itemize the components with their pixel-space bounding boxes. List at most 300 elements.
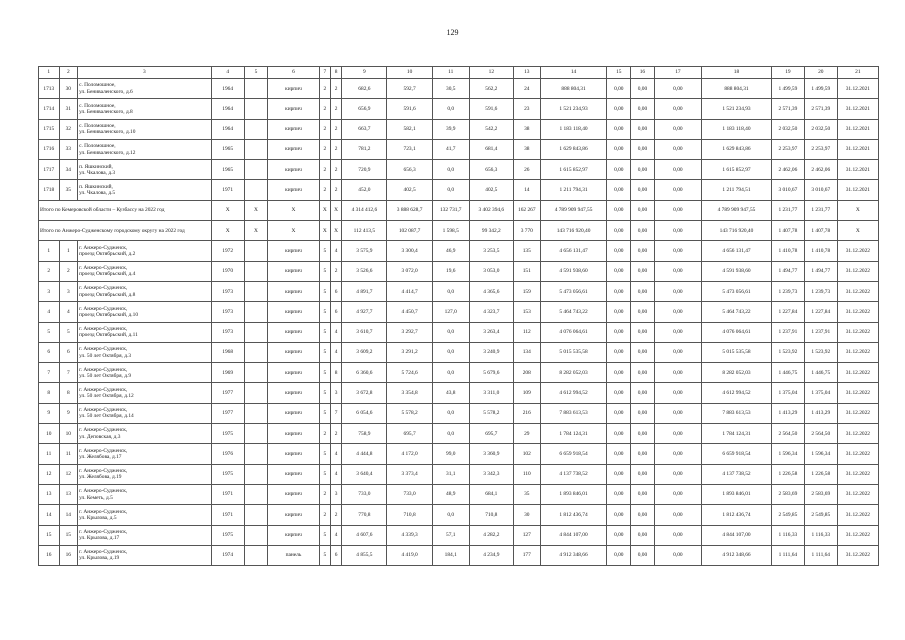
- table-cell: кирпич: [268, 525, 319, 545]
- table-cell: 112 413,5: [342, 221, 387, 241]
- table-cell: кирпич: [268, 79, 319, 99]
- table-cell: 5: [319, 383, 330, 403]
- table-cell: 4 656 131,47: [540, 241, 607, 261]
- table-cell: 723,1: [387, 139, 432, 159]
- table-cell: 12: [39, 464, 60, 484]
- table-cell: 1 226,58: [804, 464, 837, 484]
- table-cell: 151: [513, 261, 540, 281]
- table-cell: 4 855,5: [342, 545, 387, 565]
- table-cell: 2: [39, 261, 60, 281]
- table-cell: 0,00: [607, 261, 631, 281]
- table-cell: 4 789 909 947,55: [702, 200, 772, 220]
- table-cell: 4 844 107,00: [702, 525, 772, 545]
- table-cell: 34: [59, 160, 78, 180]
- table-cell: 2: [319, 119, 330, 139]
- table-cell: 1 231,77: [804, 200, 837, 220]
- address-cell: г. Анжеро-Судженск, ул. Желябова, д.17: [78, 444, 212, 464]
- table-cell: 0,0: [432, 424, 469, 444]
- table-cell: 57,1: [432, 525, 469, 545]
- table-cell: 4: [59, 302, 78, 322]
- table-cell: 656,3: [387, 160, 432, 180]
- table-cell: 1 629 843,86: [540, 139, 607, 159]
- table-cell: 0,00: [654, 525, 701, 545]
- table-cell: 1717: [39, 160, 60, 180]
- table-cell: 5 464 743,22: [540, 302, 607, 322]
- table-cell: 0,00: [631, 484, 655, 504]
- table-cell: 112: [513, 322, 540, 342]
- table-cell: 4 282,2: [469, 525, 513, 545]
- table-row: [39, 241, 879, 261]
- table-cell: 2 549,85: [771, 505, 804, 525]
- table-cell: 0,00: [607, 484, 631, 504]
- table-cell: 31.12.2022: [837, 505, 878, 525]
- table-cell: 0,00: [607, 221, 631, 241]
- table-cell: 31.12.2021: [837, 180, 878, 200]
- table-cell: 0,00: [654, 424, 701, 444]
- table-cell: 0,00: [654, 322, 701, 342]
- table-cell: 1 523,92: [771, 342, 804, 362]
- column-number: 15: [607, 67, 631, 79]
- table-cell: 0,0: [432, 342, 469, 362]
- table-cell: 1 407,78: [771, 221, 804, 241]
- table-cell: 2: [319, 99, 330, 119]
- table-cell: 1 116,33: [771, 525, 804, 545]
- table-cell: 31.12.2022: [837, 444, 878, 464]
- table-cell: 0,00: [631, 363, 655, 383]
- address-cell: п. Яшкинский, ул. Чкалова, д.3: [78, 160, 212, 180]
- table-cell: 31.12.2022: [837, 302, 878, 322]
- table-cell: 134: [513, 342, 540, 362]
- table-row: [39, 139, 879, 159]
- address-cell: г. Анжеро-Судженск, ул. Кеметь, д.5: [78, 484, 212, 504]
- table-cell: кирпич: [268, 160, 319, 180]
- table-row: [39, 119, 879, 139]
- table-cell: 0,00: [654, 302, 701, 322]
- table-cell: 710,8: [387, 505, 432, 525]
- table-cell: X: [244, 221, 268, 241]
- table-cell: 682,6: [342, 79, 387, 99]
- table-cell: [244, 302, 268, 322]
- table-cell: X: [837, 221, 878, 241]
- table-cell: 542,2: [469, 119, 513, 139]
- table-cell: 0,00: [654, 342, 701, 362]
- address-cell: г. Анжеро-Судженск, ул. 50 лет Октября, д.14: [78, 403, 212, 423]
- table-cell: кирпич: [268, 444, 319, 464]
- table-cell: 0,00: [654, 160, 701, 180]
- table-cell: 177: [513, 545, 540, 565]
- table-cell: 2 032,50: [771, 119, 804, 139]
- table-cell: 0,00: [631, 403, 655, 423]
- table-cell: 0,00: [607, 505, 631, 525]
- table-cell: 1 596,34: [804, 444, 837, 464]
- table-cell: X: [837, 200, 878, 220]
- table-cell: 5 473 056,61: [540, 281, 607, 301]
- table-cell: 1964: [211, 79, 244, 99]
- table-cell: 4 414,7: [387, 281, 432, 301]
- address-cell: с. Поломошное, ул. Бениваленского, д.12: [78, 139, 212, 159]
- table-cell: 1 893 846,01: [540, 484, 607, 504]
- table-cell: 4 891,7: [342, 281, 387, 301]
- table-cell: 0,00: [607, 525, 631, 545]
- table-cell: 4 612 994,52: [702, 383, 772, 403]
- table-cell: 5: [319, 403, 330, 423]
- total-row: [39, 221, 879, 241]
- table-cell: 1970: [211, 261, 244, 281]
- table-cell: 5: [319, 302, 330, 322]
- table-cell: 0,00: [607, 160, 631, 180]
- table-cell: 41,7: [432, 139, 469, 159]
- table-cell: 1: [59, 241, 78, 261]
- table-cell: 681,4: [469, 139, 513, 159]
- table-cell: 3 240,9: [469, 342, 513, 362]
- table-cell: 4 591 938,60: [540, 261, 607, 281]
- table-cell: 2: [59, 261, 78, 281]
- column-number: 1: [39, 67, 60, 79]
- table-cell: 99,0: [432, 444, 469, 464]
- table-cell: 102 087,7: [387, 221, 432, 241]
- table-cell: 0,00: [607, 464, 631, 484]
- column-number: 3: [78, 67, 212, 79]
- table-cell: 1 521 234,93: [540, 99, 607, 119]
- table-cell: 1964: [211, 99, 244, 119]
- table-cell: 1718: [39, 180, 60, 200]
- table-cell: 0,00: [654, 200, 701, 220]
- table-cell: 2: [319, 484, 330, 504]
- table-cell: [244, 363, 268, 383]
- table-cell: 5: [59, 322, 78, 342]
- table-cell: кирпич: [268, 505, 319, 525]
- table-cell: 6 054,6: [342, 403, 387, 423]
- table-cell: 1 410,78: [804, 241, 837, 261]
- column-number: 9: [342, 67, 387, 79]
- table-cell: 1 375,04: [771, 383, 804, 403]
- table-cell: 0,00: [654, 484, 701, 504]
- table-cell: 4: [39, 302, 60, 322]
- table-cell: 0,0: [432, 160, 469, 180]
- table-row: [39, 322, 879, 342]
- table-cell: 1964: [211, 119, 244, 139]
- table-cell: 31: [59, 99, 78, 119]
- table-cell: 10: [39, 424, 60, 444]
- table-row: [39, 525, 879, 545]
- table-row: [39, 281, 879, 301]
- table-cell: 1977: [211, 403, 244, 423]
- total-label: Итого по Кемеровской области – Кузбассу на 2022 год: [39, 200, 212, 220]
- table-cell: 2 032,50: [804, 119, 837, 139]
- table-cell: 2: [319, 424, 330, 444]
- table-cell: [244, 261, 268, 281]
- table-cell: 6: [330, 545, 341, 565]
- table-cell: 1977: [211, 383, 244, 403]
- table-cell: 1 629 843,86: [702, 139, 772, 159]
- table-cell: 2: [330, 79, 341, 99]
- table-cell: 14: [513, 180, 540, 200]
- table-cell: 3 010,67: [771, 180, 804, 200]
- address-cell: г. Анжеро-Судженск, ул. 50 лет Октября, д.3: [78, 342, 212, 362]
- table-cell: 3 010,67: [804, 180, 837, 200]
- table-cell: 1972: [211, 241, 244, 261]
- table-cell: 4 076 064,61: [540, 322, 607, 342]
- table-cell: 1976: [211, 444, 244, 464]
- table-cell: кирпич: [268, 342, 319, 362]
- address-cell: г. Анжеро-Судженск, ул. Крылова, д.19: [78, 545, 212, 565]
- table-cell: 5 578,2: [469, 403, 513, 423]
- table-cell: 7 883 613,53: [702, 403, 772, 423]
- table-cell: 720,9: [342, 160, 387, 180]
- table-cell: 0,00: [631, 545, 655, 565]
- table-cell: 31.12.2022: [837, 383, 878, 403]
- column-number: 5: [244, 67, 268, 79]
- table-cell: 0,00: [631, 241, 655, 261]
- table-cell: 3 526,6: [342, 261, 387, 281]
- table-cell: 0,00: [654, 444, 701, 464]
- table-row: [39, 302, 879, 322]
- table-cell: 39,9: [432, 119, 469, 139]
- table-cell: 4: [330, 525, 341, 545]
- address-cell: г. Анжеро-Судженск, проезд Октябрьский, д.4: [78, 261, 212, 281]
- table-cell: 1971: [211, 180, 244, 200]
- table-cell: 1975: [211, 525, 244, 545]
- table-row: [39, 464, 879, 484]
- table-cell: 127: [513, 525, 540, 545]
- table-cell: 7 883 613,53: [540, 403, 607, 423]
- table-cell: 4 912 348,66: [540, 545, 607, 565]
- table-cell: 2: [330, 261, 341, 281]
- table-cell: 12: [59, 464, 78, 484]
- table-cell: 31.12.2022: [837, 403, 878, 423]
- table-cell: 1 211 794,51: [702, 180, 772, 200]
- table-row: [39, 545, 879, 565]
- table-cell: 0,00: [631, 505, 655, 525]
- table-cell: 452,0: [342, 180, 387, 200]
- table-cell: 31.12.2022: [837, 424, 878, 444]
- table-cell: 1 211 794,31: [540, 180, 607, 200]
- table-cell: 6: [330, 281, 341, 301]
- table-cell: 4 789 909 947,55: [540, 200, 607, 220]
- table-cell: 4 450,7: [387, 302, 432, 322]
- table-cell: 31.12.2022: [837, 545, 878, 565]
- table-cell: 31.12.2021: [837, 79, 878, 99]
- table-cell: 31.12.2021: [837, 160, 878, 180]
- table-cell: 6 659 918,54: [540, 444, 607, 464]
- table-row: [39, 160, 879, 180]
- table-cell: 31,1: [432, 464, 469, 484]
- table-cell: 208: [513, 363, 540, 383]
- address-cell: г. Анжеро-Судженск, ул. 50 лет Октября, д.9: [78, 363, 212, 383]
- table-row: [39, 261, 879, 281]
- table-cell: 0,00: [631, 464, 655, 484]
- table-row: [39, 342, 879, 362]
- table-cell: 38: [513, 119, 540, 139]
- table-cell: 31.12.2022: [837, 525, 878, 545]
- table-cell: 33: [59, 139, 78, 159]
- table-cell: 0,00: [654, 383, 701, 403]
- table-cell: [244, 281, 268, 301]
- table-cell: 6: [39, 342, 60, 362]
- table-cell: 30: [513, 505, 540, 525]
- table-cell: 3 342,3: [469, 464, 513, 484]
- table-cell: 1 375,04: [804, 383, 837, 403]
- table-cell: 143 716 920,40: [702, 221, 772, 241]
- table-cell: 3 311,0: [469, 383, 513, 403]
- table-cell: 0,00: [607, 79, 631, 99]
- column-number: 8: [330, 67, 341, 79]
- total-label: Итого по Анжеро-Судженскому городскому округу на 2022 год: [39, 221, 212, 241]
- table-cell: 31.12.2021: [837, 99, 878, 119]
- table-cell: 3 053,0: [469, 261, 513, 281]
- table-cell: 0,00: [654, 505, 701, 525]
- table-cell: 0,00: [607, 200, 631, 220]
- table-cell: 0,00: [654, 464, 701, 484]
- register-table: [38, 66, 879, 566]
- table-cell: [244, 160, 268, 180]
- table-cell: 11: [39, 444, 60, 464]
- table-cell: [244, 545, 268, 565]
- column-number: 6: [268, 67, 319, 79]
- table-cell: кирпич: [268, 403, 319, 423]
- column-number: 17: [654, 67, 701, 79]
- table-cell: 0,0: [432, 403, 469, 423]
- table-cell: 781,2: [342, 139, 387, 159]
- table-cell: 591,6: [469, 99, 513, 119]
- table-cell: 1973: [211, 322, 244, 342]
- table-cell: 1 111,64: [804, 545, 837, 565]
- table-cell: [244, 525, 268, 545]
- table-cell: 4 612 994,52: [540, 383, 607, 403]
- table-cell: 402,5: [469, 180, 513, 200]
- address-cell: с. Поломошное, ул. Бениваленского, д.6: [78, 79, 212, 99]
- table-cell: 0,00: [654, 363, 701, 383]
- table-cell: 135: [513, 241, 540, 261]
- table-cell: 216: [513, 403, 540, 423]
- table-cell: 0,00: [654, 79, 701, 99]
- table-cell: [244, 464, 268, 484]
- table-cell: 0,0: [432, 322, 469, 342]
- table-cell: 7: [59, 363, 78, 383]
- address-cell: г. Анжеро-Судженск, проезд Октябрьский, д.10: [78, 302, 212, 322]
- table-cell: 7: [330, 403, 341, 423]
- table-cell: кирпич: [268, 363, 319, 383]
- table-cell: 5 015 535,58: [540, 342, 607, 362]
- table-cell: 1 183 118,40: [702, 119, 772, 139]
- table-cell: 2: [330, 139, 341, 159]
- table-cell: 0,0: [432, 281, 469, 301]
- table-cell: кирпич: [268, 281, 319, 301]
- table-cell: 5: [319, 444, 330, 464]
- table-cell: 0,00: [654, 99, 701, 119]
- table-cell: 0,00: [631, 200, 655, 220]
- table-cell: 0,00: [631, 180, 655, 200]
- table-cell: 1971: [211, 505, 244, 525]
- column-number: 16: [631, 67, 655, 79]
- table-cell: 0,00: [607, 241, 631, 261]
- table-row: [39, 505, 879, 525]
- table-cell: 0,00: [654, 545, 701, 565]
- table-cell: 110: [513, 464, 540, 484]
- table-cell: [244, 322, 268, 342]
- table-cell: 0,00: [631, 281, 655, 301]
- table-row: [39, 403, 879, 423]
- table-cell: 2: [319, 160, 330, 180]
- table-cell: 48,9: [432, 484, 469, 504]
- table-row: [39, 424, 879, 444]
- table-cell: 1713: [39, 79, 60, 99]
- table-cell: 2: [330, 160, 341, 180]
- table-cell: 6 659 918,54: [702, 444, 772, 464]
- address-cell: г. Анжеро-Судженск, ул. Крылова, д.5: [78, 505, 212, 525]
- table-cell: 15: [59, 525, 78, 545]
- table-cell: 0,00: [631, 525, 655, 545]
- table-cell: 1 237,91: [771, 322, 804, 342]
- table-cell: 4 844 107,00: [540, 525, 607, 545]
- table-cell: 0,00: [607, 180, 631, 200]
- table-cell: 0,00: [631, 342, 655, 362]
- table-cell: X: [319, 200, 330, 220]
- table-cell: 31.12.2022: [837, 484, 878, 504]
- table-cell: 0,00: [607, 383, 631, 403]
- table-cell: 31.12.2021: [837, 139, 878, 159]
- table-cell: 5: [319, 545, 330, 565]
- table-cell: 5 015 535,58: [702, 342, 772, 362]
- table-cell: X: [211, 200, 244, 220]
- table-cell: 1 812 436,74: [540, 505, 607, 525]
- table-cell: 1 227,84: [771, 302, 804, 322]
- table-cell: 1 784 124,31: [540, 424, 607, 444]
- table-cell: 3 291,2: [387, 342, 432, 362]
- table-cell: 3 770: [513, 221, 540, 241]
- table-cell: 4 365,6: [469, 281, 513, 301]
- table-cell: 1 227,84: [804, 302, 837, 322]
- table-cell: 6: [59, 342, 78, 362]
- column-number: 21: [837, 67, 878, 79]
- table-row: [39, 383, 879, 403]
- table-cell: 2 571,39: [804, 99, 837, 119]
- column-number: 13: [513, 67, 540, 79]
- table-cell: 402,5: [387, 180, 432, 200]
- table-cell: 3 300,4: [387, 241, 432, 261]
- table-cell: 31.12.2022: [837, 363, 878, 383]
- table-cell: 1 446,75: [771, 363, 804, 383]
- table-cell: 0,00: [607, 302, 631, 322]
- column-number: 11: [432, 67, 469, 79]
- table-cell: 30: [59, 79, 78, 99]
- table-cell: 1 523,92: [804, 342, 837, 362]
- table-row: [39, 363, 879, 383]
- table-cell: 1965: [211, 160, 244, 180]
- table-cell: 143 716 920,40: [540, 221, 607, 241]
- table-cell: 695,7: [387, 424, 432, 444]
- table-cell: 1 596,34: [771, 444, 804, 464]
- table-cell: 4 137 738,52: [540, 464, 607, 484]
- table-cell: 0,00: [654, 119, 701, 139]
- table-cell: 1716: [39, 139, 60, 159]
- table-cell: 733,0: [342, 484, 387, 504]
- table-cell: 5 464 743,22: [702, 302, 772, 322]
- table-cell: 0,00: [631, 79, 655, 99]
- table-cell: 1 183 118,40: [540, 119, 607, 139]
- table-cell: 0,00: [631, 383, 655, 403]
- column-number: 18: [702, 67, 772, 79]
- table-row: [39, 444, 879, 464]
- table-cell: 1 226,58: [771, 464, 804, 484]
- table-cell: 1965: [211, 139, 244, 159]
- column-number: 7: [319, 67, 330, 79]
- table-cell: 3 360,9: [469, 444, 513, 464]
- table-cell: 7: [39, 363, 60, 383]
- address-cell: г. Анжеро-Судженск, проезд Октябрьский, д.8: [78, 281, 212, 301]
- table-cell: 5 473 056,61: [702, 281, 772, 301]
- total-row: [39, 200, 879, 220]
